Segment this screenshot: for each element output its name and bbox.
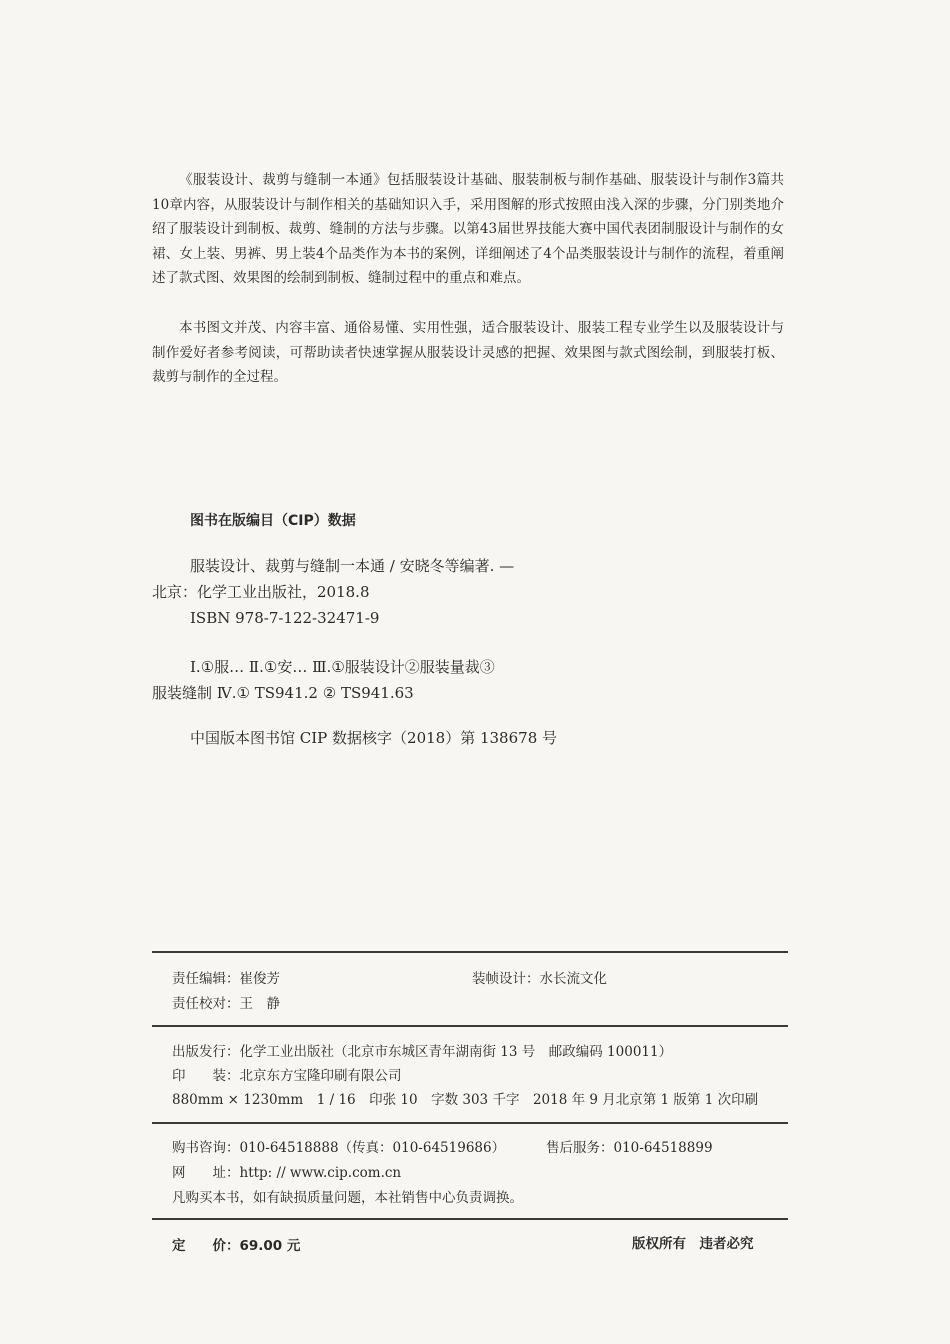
credit-cover-design: 装帧设计：水长流文化 <box>472 971 607 987</box>
price-label: 定 价：69.00 元 <box>172 1238 301 1254</box>
publishing-specs: 880mm × 1230mm 1 / 16 印张 10 字数 303 千字 2018 年 9 月北京第 1 版第 1 次印刷 <box>172 1092 759 1108</box>
divider-top <box>152 951 788 953</box>
publishing-printing: 印 装：北京东方宝隆印刷有限公司 <box>172 1068 402 1084</box>
cip-publisher-line: 北京：化学工业出版社，2018.8 <box>152 583 370 601</box>
publishing-distribution: 出版发行：化学工业出版社（北京市东城区青年湖南街 13 号 邮政编码 100011） <box>172 1044 673 1060</box>
summary-paragraph-2: 本书图文并茂、内容丰富、通俗易懂、实用性强，适合服装设计、服装工程专业学生以及服装设计与制作爱好者参考阅读，可帮助读者快速掌握从服装设计灵感的把握、效果图与款式图绘制，到服装打板、裁剪与制作的全过程。 <box>152 320 784 385</box>
cip-isbn-line: ISBN 978-7-122-32471-9 <box>190 609 380 627</box>
cip-class-line-1: Ⅰ.①服… Ⅱ.①安… Ⅲ.①服装设计②服装量裁③ <box>190 658 495 676</box>
copyright-notice: 版权所有 违者必究 <box>632 1236 754 1252</box>
contact-website: 网 址：http: // www.cip.com.cn <box>172 1165 402 1181</box>
cip-class-line-2: 服装缝制 Ⅳ.① TS941.2 ② TS941.63 <box>152 684 414 702</box>
cip-title-line: 服装设计、裁剪与缝制一本通 / 安晓冬等编著. — <box>190 557 515 575</box>
summary-paragraph-1: 《服装设计、裁剪与缝制一本通》包括服装设计基础、服装制板与制作基础、服装设计与制作3篇共10章内容，从服装设计与制作相关的基础知识入手，采用图解的形式按照由浅入深的步骤，分门别类地介绍了服装设计到制板、裁剪、缝制的方法与步骤。以第43届世界技能大赛中国代表团制服设计与制作的女裙、女上装、男裤、男上装4个品类作为本书的案例，详细阐述了4个品类服装设计与制作的流程，着重阐述了款式图、效果图的绘制到制板、缝制过程中的重点和难点。 <box>152 172 784 286</box>
cip-heading: 图书在版编目（CIP）数据 <box>190 513 356 529</box>
credit-editor: 责任编辑：崔俊芳 <box>172 971 280 987</box>
credit-proofreader: 责任校对：王 静 <box>172 996 280 1012</box>
contact-notice: 凡购买本书，如有缺损质量问题，本社销售中心负责调换。 <box>172 1190 523 1206</box>
divider-credits <box>152 1025 788 1027</box>
contact-after-sales: 售后服务：010-64518899 <box>546 1140 713 1156</box>
divider-contact <box>152 1218 788 1220</box>
cip-number-line: 中国版本图书馆 CIP 数据核字（2018）第 138678 号 <box>190 729 558 747</box>
contact-purchase: 购书咨询：010-64518888（传真：010-64519686） <box>172 1140 506 1156</box>
divider-publishing <box>152 1122 788 1124</box>
